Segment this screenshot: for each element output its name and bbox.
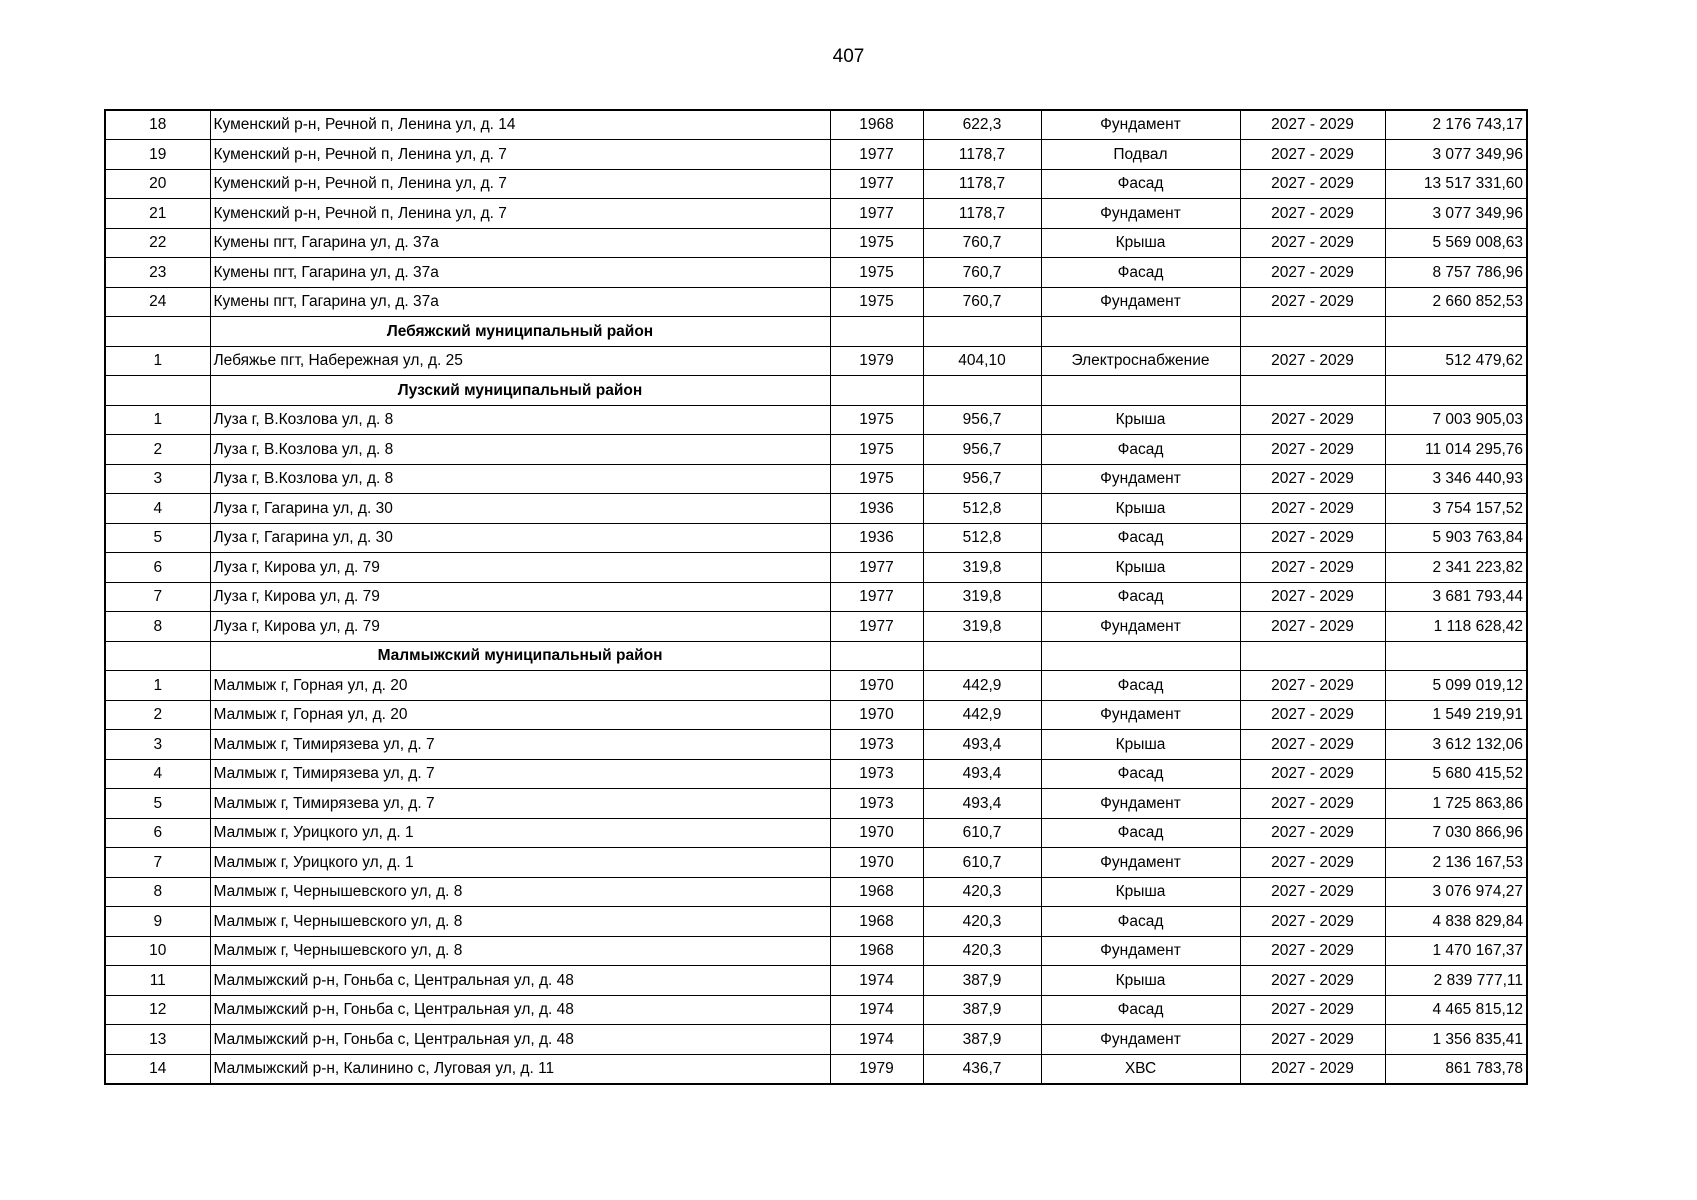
table-row	[105, 671, 1527, 701]
empty-cell	[830, 376, 923, 406]
work-type-cell: Электроснабжение	[1041, 346, 1240, 376]
period-cell: 2027 - 2029	[1240, 169, 1385, 199]
row-number: 24	[105, 287, 210, 317]
table-row	[105, 553, 1527, 583]
period-cell: 2027 - 2029	[1240, 435, 1385, 465]
period-cell: 2027 - 2029	[1240, 877, 1385, 907]
empty-cell	[923, 376, 1041, 406]
area-cell: 760,7	[923, 287, 1041, 317]
table-row	[105, 789, 1527, 819]
row-number: 8	[105, 877, 210, 907]
area-cell: 512,8	[923, 523, 1041, 553]
year-cell: 1970	[830, 848, 923, 878]
year-cell: 1968	[830, 110, 923, 140]
work-type-cell: Фасад	[1041, 435, 1240, 465]
address-cell: Малмыжский р-н, Гоньба с, Центральная ул, д. 48	[210, 1025, 830, 1055]
cost-cell: 2 660 852,53	[1385, 287, 1527, 317]
period-cell: 2027 - 2029	[1240, 848, 1385, 878]
empty-cell	[1240, 376, 1385, 406]
address-cell: Малмыж г, Тимирязева ул, д. 7	[210, 789, 830, 819]
period-cell: 2027 - 2029	[1240, 199, 1385, 229]
period-cell: 2027 - 2029	[1240, 789, 1385, 819]
work-type-cell: Фундамент	[1041, 1025, 1240, 1055]
area-cell: 512,8	[923, 494, 1041, 524]
period-cell: 2027 - 2029	[1240, 936, 1385, 966]
work-type-cell: Крыша	[1041, 966, 1240, 996]
row-number: 4	[105, 494, 210, 524]
address-cell: Луза г, Гагарина ул, д. 30	[210, 523, 830, 553]
row-number: 3	[105, 464, 210, 494]
cost-cell: 2 136 167,53	[1385, 848, 1527, 878]
year-cell: 1970	[830, 818, 923, 848]
area-cell: 493,4	[923, 789, 1041, 819]
address-cell: Луза г, В.Козлова ул, д. 8	[210, 435, 830, 465]
area-cell: 319,8	[923, 612, 1041, 642]
address-cell: Малмыжский р-н, Гоньба с, Центральная ул, д. 48	[210, 995, 830, 1025]
empty-cell	[830, 641, 923, 671]
work-type-cell: Подвал	[1041, 140, 1240, 170]
cost-cell: 512 479,62	[1385, 346, 1527, 376]
table-row	[105, 346, 1527, 376]
table-row	[105, 1025, 1527, 1055]
cost-cell: 5 680 415,52	[1385, 759, 1527, 789]
year-cell: 1974	[830, 966, 923, 996]
year-cell: 1975	[830, 287, 923, 317]
empty-cell	[923, 641, 1041, 671]
section-title: Лебяжский муниципальный район	[210, 317, 830, 347]
section-title: Малмыжский муниципальный район	[210, 641, 830, 671]
address-cell: Малмыж г, Урицкого ул, д. 1	[210, 818, 830, 848]
table-row	[105, 730, 1527, 760]
row-number: 1	[105, 405, 210, 435]
area-cell: 387,9	[923, 1025, 1041, 1055]
year-cell: 1975	[830, 464, 923, 494]
cost-cell: 3 077 349,96	[1385, 199, 1527, 229]
table-row	[105, 523, 1527, 553]
period-cell: 2027 - 2029	[1240, 523, 1385, 553]
work-type-cell: Фасад	[1041, 671, 1240, 701]
table-row	[105, 494, 1527, 524]
area-cell: 387,9	[923, 966, 1041, 996]
area-cell: 956,7	[923, 464, 1041, 494]
row-number: 10	[105, 936, 210, 966]
area-cell: 760,7	[923, 228, 1041, 258]
address-cell: Куменский р-н, Речной п, Ленина ул, д. 14	[210, 110, 830, 140]
table-row	[105, 435, 1527, 465]
area-cell: 1178,7	[923, 169, 1041, 199]
year-cell: 1936	[830, 523, 923, 553]
cost-cell: 2 176 743,17	[1385, 110, 1527, 140]
period-cell: 2027 - 2029	[1240, 258, 1385, 288]
section-title: Лузский муниципальный район	[210, 376, 830, 406]
period-cell: 2027 - 2029	[1240, 759, 1385, 789]
row-number: 5	[105, 789, 210, 819]
period-cell: 2027 - 2029	[1240, 346, 1385, 376]
table-row	[105, 936, 1527, 966]
year-cell: 1973	[830, 759, 923, 789]
address-cell: Малмыжский р-н, Калинино с, Луговая ул, д. 11	[210, 1054, 830, 1084]
work-type-cell: Фундамент	[1041, 287, 1240, 317]
period-cell: 2027 - 2029	[1240, 553, 1385, 583]
area-cell: 442,9	[923, 671, 1041, 701]
address-cell: Луза г, Кирова ул, д. 79	[210, 553, 830, 583]
work-type-cell: Фасад	[1041, 818, 1240, 848]
area-cell: 404,10	[923, 346, 1041, 376]
address-cell: Луза г, Кирова ул, д. 79	[210, 612, 830, 642]
cost-cell: 1 470 167,37	[1385, 936, 1527, 966]
table-row	[105, 228, 1527, 258]
table-row	[105, 966, 1527, 996]
year-cell: 1936	[830, 494, 923, 524]
address-cell: Кумены пгт, Гагарина ул, д. 37а	[210, 287, 830, 317]
period-cell: 2027 - 2029	[1240, 700, 1385, 730]
period-cell: 2027 - 2029	[1240, 818, 1385, 848]
empty-cell	[1385, 641, 1527, 671]
work-type-cell: Фундамент	[1041, 199, 1240, 229]
row-number: 23	[105, 258, 210, 288]
year-cell: 1973	[830, 789, 923, 819]
work-type-cell: Крыша	[1041, 405, 1240, 435]
address-cell: Куменский р-н, Речной п, Ленина ул, д. 7	[210, 169, 830, 199]
address-cell: Лебяжье пгт, Набережная ул, д. 25	[210, 346, 830, 376]
row-number: 7	[105, 848, 210, 878]
address-cell: Луза г, В.Козлова ул, д. 8	[210, 405, 830, 435]
period-cell: 2027 - 2029	[1240, 612, 1385, 642]
cost-cell: 5 569 008,63	[1385, 228, 1527, 258]
row-number: 14	[105, 1054, 210, 1084]
period-cell: 2027 - 2029	[1240, 582, 1385, 612]
table-row	[105, 759, 1527, 789]
period-cell: 2027 - 2029	[1240, 140, 1385, 170]
period-cell: 2027 - 2029	[1240, 405, 1385, 435]
period-cell: 2027 - 2029	[1240, 464, 1385, 494]
cost-cell: 8 757 786,96	[1385, 258, 1527, 288]
cost-cell: 7 003 905,03	[1385, 405, 1527, 435]
cost-cell: 13 517 331,60	[1385, 169, 1527, 199]
year-cell: 1970	[830, 700, 923, 730]
table-row	[105, 405, 1527, 435]
area-cell: 319,8	[923, 582, 1041, 612]
cost-cell: 3 346 440,93	[1385, 464, 1527, 494]
work-type-cell: Фасад	[1041, 907, 1240, 937]
empty-cell	[105, 376, 210, 406]
table-row	[105, 1054, 1527, 1084]
area-cell: 436,7	[923, 1054, 1041, 1084]
area-cell: 420,3	[923, 936, 1041, 966]
area-cell: 1178,7	[923, 199, 1041, 229]
year-cell: 1979	[830, 346, 923, 376]
row-number: 3	[105, 730, 210, 760]
work-type-cell: Крыша	[1041, 730, 1240, 760]
area-cell: 610,7	[923, 818, 1041, 848]
row-number: 12	[105, 995, 210, 1025]
year-cell: 1968	[830, 877, 923, 907]
year-cell: 1970	[830, 671, 923, 701]
area-cell: 622,3	[923, 110, 1041, 140]
row-number: 18	[105, 110, 210, 140]
table-row	[105, 140, 1527, 170]
empty-cell	[1240, 317, 1385, 347]
area-cell: 420,3	[923, 907, 1041, 937]
period-cell: 2027 - 2029	[1240, 730, 1385, 760]
work-type-cell: Фундамент	[1041, 848, 1240, 878]
area-cell: 760,7	[923, 258, 1041, 288]
table-row	[105, 907, 1527, 937]
cost-cell: 4 838 829,84	[1385, 907, 1527, 937]
address-cell: Малмыж г, Чернышевского ул, д. 8	[210, 877, 830, 907]
work-type-cell: Фундамент	[1041, 789, 1240, 819]
work-type-cell: Фасад	[1041, 582, 1240, 612]
empty-cell	[1041, 317, 1240, 347]
year-cell: 1977	[830, 169, 923, 199]
row-number: 5	[105, 523, 210, 553]
table-row	[105, 995, 1527, 1025]
row-number: 6	[105, 553, 210, 583]
row-number: 20	[105, 169, 210, 199]
year-cell: 1975	[830, 258, 923, 288]
year-cell: 1975	[830, 435, 923, 465]
year-cell: 1977	[830, 612, 923, 642]
row-number: 22	[105, 228, 210, 258]
table-row	[105, 700, 1527, 730]
work-type-cell: Фасад	[1041, 759, 1240, 789]
table-row	[105, 464, 1527, 494]
work-type-cell: Фундамент	[1041, 612, 1240, 642]
year-cell: 1968	[830, 907, 923, 937]
address-cell: Луза г, Гагарина ул, д. 30	[210, 494, 830, 524]
year-cell: 1977	[830, 553, 923, 583]
row-number: 4	[105, 759, 210, 789]
cost-cell: 5 903 763,84	[1385, 523, 1527, 553]
period-cell: 2027 - 2029	[1240, 228, 1385, 258]
period-cell: 2027 - 2029	[1240, 966, 1385, 996]
table-row	[105, 877, 1527, 907]
empty-cell	[1240, 641, 1385, 671]
cost-cell: 1 356 835,41	[1385, 1025, 1527, 1055]
cost-cell: 1 549 219,91	[1385, 700, 1527, 730]
area-cell: 442,9	[923, 700, 1041, 730]
area-cell: 493,4	[923, 759, 1041, 789]
address-cell: Малмыж г, Горная ул, д. 20	[210, 700, 830, 730]
work-type-cell: Фундамент	[1041, 936, 1240, 966]
cost-cell: 3 754 157,52	[1385, 494, 1527, 524]
empty-cell	[105, 317, 210, 347]
area-cell: 319,8	[923, 553, 1041, 583]
area-cell: 956,7	[923, 405, 1041, 435]
work-type-cell: ХВС	[1041, 1054, 1240, 1084]
table-row	[105, 258, 1527, 288]
table-row	[105, 110, 1527, 140]
cost-cell: 1 118 628,42	[1385, 612, 1527, 642]
cost-cell: 1 725 863,86	[1385, 789, 1527, 819]
period-cell: 2027 - 2029	[1240, 907, 1385, 937]
table-row	[105, 169, 1527, 199]
period-cell: 2027 - 2029	[1240, 287, 1385, 317]
cost-cell: 5 099 019,12	[1385, 671, 1527, 701]
area-cell: 420,3	[923, 877, 1041, 907]
cost-cell: 11 014 295,76	[1385, 435, 1527, 465]
period-cell: 2027 - 2029	[1240, 1025, 1385, 1055]
row-number: 1	[105, 346, 210, 376]
row-number: 6	[105, 818, 210, 848]
year-cell: 1974	[830, 995, 923, 1025]
address-cell: Малмыж г, Тимирязева ул, д. 7	[210, 759, 830, 789]
address-cell: Кумены пгт, Гагарина ул, д. 37а	[210, 258, 830, 288]
work-type-cell: Фасад	[1041, 169, 1240, 199]
section-header-row	[105, 641, 1527, 671]
cost-cell: 4 465 815,12	[1385, 995, 1527, 1025]
row-number: 11	[105, 966, 210, 996]
page-number: 407	[832, 46, 865, 67]
section-header-row	[105, 376, 1527, 406]
year-cell: 1977	[830, 199, 923, 229]
period-cell: 2027 - 2029	[1240, 1054, 1385, 1084]
work-type-cell: Фасад	[1041, 995, 1240, 1025]
work-type-cell: Фасад	[1041, 258, 1240, 288]
address-cell: Малмыж г, Тимирязева ул, д. 7	[210, 730, 830, 760]
year-cell: 1974	[830, 1025, 923, 1055]
empty-cell	[830, 317, 923, 347]
row-number: 7	[105, 582, 210, 612]
work-type-cell: Крыша	[1041, 877, 1240, 907]
year-cell: 1973	[830, 730, 923, 760]
row-number: 19	[105, 140, 210, 170]
period-cell: 2027 - 2029	[1240, 995, 1385, 1025]
address-cell: Малмыж г, Горная ул, д. 20	[210, 671, 830, 701]
area-cell: 387,9	[923, 995, 1041, 1025]
cost-cell: 3 612 132,06	[1385, 730, 1527, 760]
address-cell: Луза г, Кирова ул, д. 79	[210, 582, 830, 612]
period-cell: 2027 - 2029	[1240, 110, 1385, 140]
section-header-row	[105, 317, 1527, 347]
address-cell: Куменский р-н, Речной п, Ленина ул, д. 7	[210, 199, 830, 229]
year-cell: 1977	[830, 582, 923, 612]
row-number: 9	[105, 907, 210, 937]
area-cell: 493,4	[923, 730, 1041, 760]
empty-cell	[1385, 376, 1527, 406]
area-cell: 1178,7	[923, 140, 1041, 170]
cost-cell: 2 341 223,82	[1385, 553, 1527, 583]
row-number: 8	[105, 612, 210, 642]
table-row	[105, 818, 1527, 848]
work-type-cell: Фундамент	[1041, 110, 1240, 140]
work-type-cell: Фасад	[1041, 523, 1240, 553]
empty-cell	[1041, 376, 1240, 406]
table-body	[105, 110, 1527, 1084]
work-type-cell: Крыша	[1041, 494, 1240, 524]
cost-cell: 2 839 777,11	[1385, 966, 1527, 996]
empty-cell	[923, 317, 1041, 347]
cost-cell: 861 783,78	[1385, 1054, 1527, 1084]
address-cell: Малмыж г, Чернышевского ул, д. 8	[210, 907, 830, 937]
empty-cell	[1385, 317, 1527, 347]
empty-cell	[1041, 641, 1240, 671]
year-cell: 1979	[830, 1054, 923, 1084]
registry-table	[104, 109, 1528, 1085]
work-type-cell: Фундамент	[1041, 700, 1240, 730]
year-cell: 1968	[830, 936, 923, 966]
cost-cell: 3 076 974,27	[1385, 877, 1527, 907]
area-cell: 610,7	[923, 848, 1041, 878]
period-cell: 2027 - 2029	[1240, 671, 1385, 701]
work-type-cell: Фундамент	[1041, 464, 1240, 494]
table-row	[105, 582, 1527, 612]
table-row	[105, 199, 1527, 229]
year-cell: 1975	[830, 405, 923, 435]
address-cell: Кумены пгт, Гагарина ул, д. 37а	[210, 228, 830, 258]
empty-cell	[105, 641, 210, 671]
address-cell: Малмыжский р-н, Гоньба с, Центральная ул, д. 48	[210, 966, 830, 996]
table-row	[105, 612, 1527, 642]
address-cell: Малмыж г, Урицкого ул, д. 1	[210, 848, 830, 878]
area-cell: 956,7	[923, 435, 1041, 465]
address-cell: Куменский р-н, Речной п, Ленина ул, д. 7	[210, 140, 830, 170]
period-cell: 2027 - 2029	[1240, 494, 1385, 524]
row-number: 2	[105, 435, 210, 465]
cost-cell: 3 077 349,96	[1385, 140, 1527, 170]
table-row	[105, 848, 1527, 878]
work-type-cell: Крыша	[1041, 228, 1240, 258]
cost-cell: 7 030 866,96	[1385, 818, 1527, 848]
year-cell: 1975	[830, 228, 923, 258]
row-number: 1	[105, 671, 210, 701]
work-type-cell: Крыша	[1041, 553, 1240, 583]
cost-cell: 3 681 793,44	[1385, 582, 1527, 612]
row-number: 21	[105, 199, 210, 229]
address-cell: Луза г, В.Козлова ул, д. 8	[210, 464, 830, 494]
year-cell: 1977	[830, 140, 923, 170]
row-number: 2	[105, 700, 210, 730]
row-number: 13	[105, 1025, 210, 1055]
table-row	[105, 287, 1527, 317]
address-cell: Малмыж г, Чернышевского ул, д. 8	[210, 936, 830, 966]
